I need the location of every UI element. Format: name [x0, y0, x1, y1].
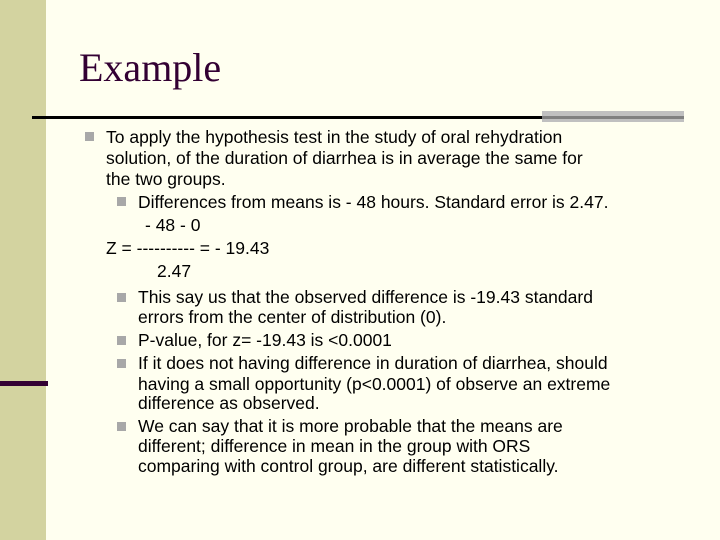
sub-bullet-text-line: comparing with control group, are different statistically.: [138, 456, 559, 476]
square-bullet-icon: [117, 359, 126, 368]
sub-bullet-text: Differences from means is - 48 hours. Standard error is 2.47.: [138, 192, 609, 212]
slide-title: Example: [79, 45, 222, 90]
equation-numerator: - 48 - 0: [145, 215, 201, 235]
bullet-text-line: the two groups.: [106, 169, 226, 189]
square-bullet-icon: [117, 422, 126, 431]
square-bullet-icon: [117, 293, 126, 302]
sub-bullet-text-line: This say us that the observed difference is -19.43 standard: [138, 287, 593, 307]
square-bullet-icon: [117, 336, 126, 345]
sub-bullet-text-line: having a small opportunity (p<0.0001) of observe an extreme: [138, 374, 611, 394]
sub-bullet-text-line: different; difference in mean in the group with ORS: [138, 436, 531, 456]
sub-bullet-text-line: If it does not having difference in duration of diarrhea, should: [138, 353, 608, 373]
bullet-text-line: To apply the hypothesis test in the study of oral rehydration: [106, 127, 563, 147]
sub-bullet-text-line: We can say that it is more probable that the means are: [138, 416, 563, 436]
sub-bullet-text-line: difference as observed.: [138, 393, 320, 413]
equation-main: Z = ---------- = - 19.43: [106, 238, 270, 258]
sub-bullet-text: P-value, for z= -19.43 is <0.0001: [138, 330, 392, 350]
square-bullet-icon: [85, 132, 94, 141]
sub-bullet-text-line: errors from the center of distribution (0).: [138, 307, 447, 327]
bullet-text-line: solution, of the duration of diarrhea is in average the same for: [106, 148, 583, 168]
equation-denominator: 2.47: [157, 261, 192, 281]
square-bullet-icon: [117, 197, 126, 206]
